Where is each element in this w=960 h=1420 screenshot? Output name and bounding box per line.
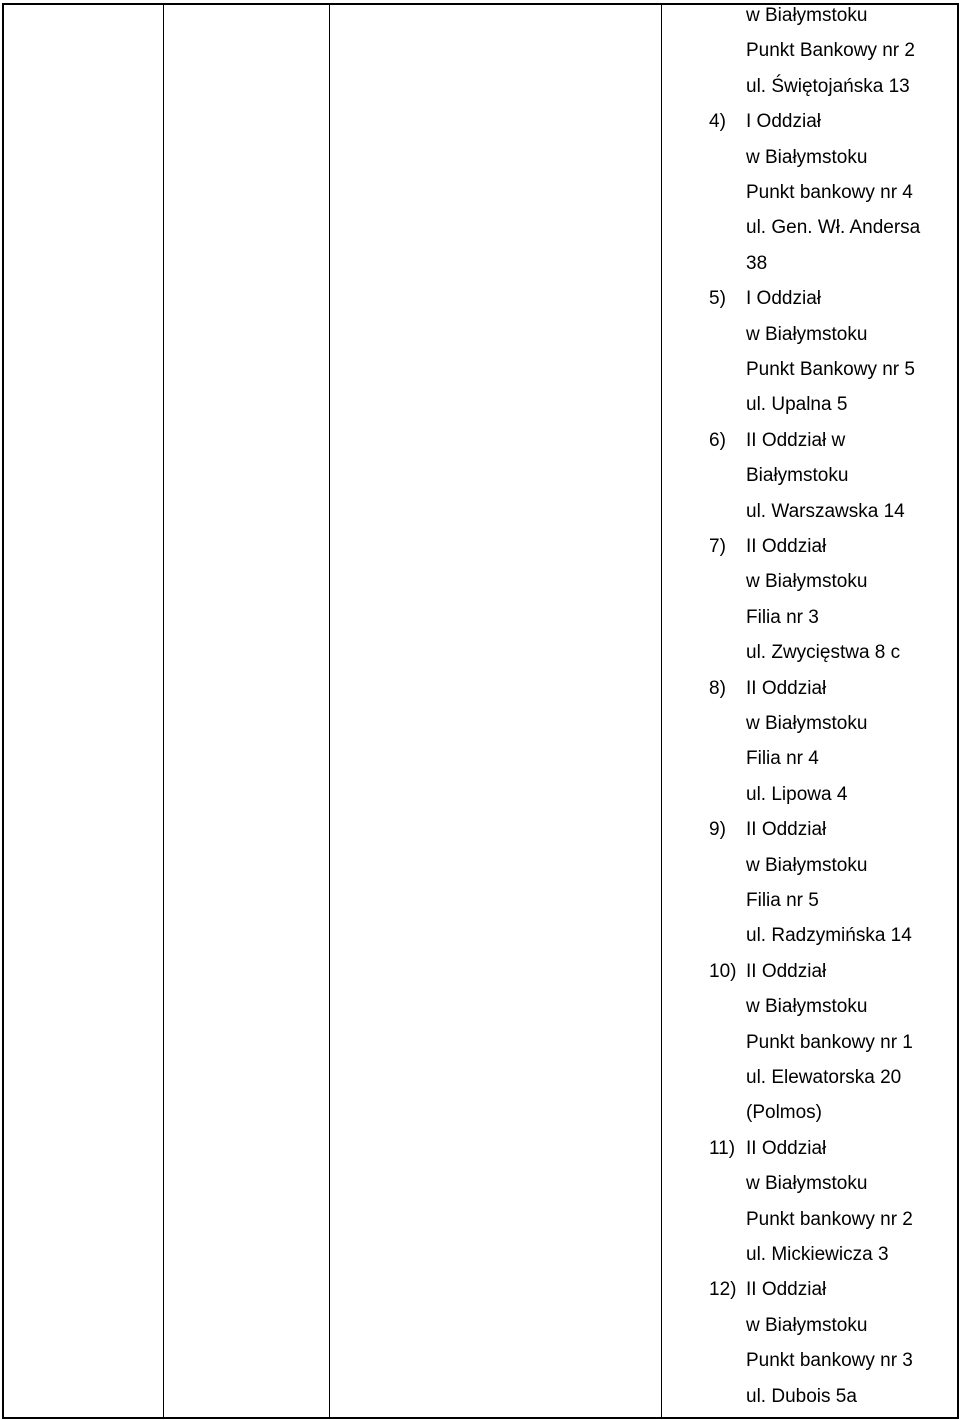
entry-number: 8) — [709, 677, 726, 699]
entry-text: w Białymstoku — [746, 571, 868, 593]
entry-text: Punkt bankowy nr 1 — [746, 1031, 913, 1053]
entry-line — [746, 571, 867, 593]
entry-line — [746, 642, 900, 664]
entry-text: I Oddział — [746, 111, 821, 133]
entry-text: (Polmos) — [746, 1102, 823, 1124]
entry-number: 12) — [709, 1279, 737, 1301]
entry-number: 11) — [709, 1137, 736, 1159]
entry-text: ul. Radzymińska 14 — [746, 925, 912, 947]
entry-line — [746, 996, 867, 1018]
entry-number: 7) — [709, 536, 726, 557]
entry-text: w Białymstoku — [746, 1314, 868, 1336]
entry-line — [746, 217, 920, 239]
entry-text: ul. Gen. Wł. Andersa — [746, 217, 921, 239]
entry-line — [746, 182, 913, 204]
entry-text: Punkt Bankowy nr 2 — [746, 40, 915, 62]
entry-text: Punkt Bankowy nr 5 — [746, 359, 915, 380]
entry-line — [746, 1209, 913, 1231]
entry-text: w Białymstoku — [746, 713, 868, 734]
entry-text: II Oddział w — [746, 429, 846, 451]
numbered-entry-line — [709, 1138, 826, 1160]
numbered-entry-line — [709, 288, 821, 310]
entry-text: II Oddział — [746, 677, 827, 699]
entry-text: II Oddział — [746, 1279, 827, 1301]
numbered-entry-line — [709, 536, 826, 558]
entry-line — [746, 1315, 867, 1337]
entry-number: 9) — [709, 819, 726, 841]
entry-text: w Białymstoku — [746, 146, 868, 168]
entry-line — [746, 5, 867, 27]
table-left-border — [2, 4, 4, 1417]
entry-line — [746, 501, 905, 523]
entry-text: ul. Zwycięstwa 8 c — [746, 642, 901, 664]
entry-line — [746, 1386, 857, 1408]
entry-line — [746, 465, 848, 487]
column-divider-2 — [329, 4, 330, 1417]
entry-text: w Białymstoku — [746, 854, 868, 876]
entry-text: ul. Lipowa 4 — [746, 783, 848, 805]
entry-line — [746, 1032, 913, 1054]
numbered-entry-line — [709, 1279, 826, 1301]
entry-line — [746, 784, 847, 806]
numbered-entry-line — [709, 430, 845, 452]
entry-line — [746, 607, 819, 629]
entry-line — [746, 1102, 822, 1124]
entry-text: w Białymstoku — [746, 5, 868, 26]
entry-text: I Oddział — [746, 288, 821, 310]
entry-line — [746, 40, 915, 62]
entry-line — [746, 1173, 867, 1195]
entry-line — [746, 1067, 901, 1089]
numbered-entry-line — [709, 819, 826, 841]
entry-number: 10) — [709, 960, 737, 982]
entry-line — [746, 855, 867, 877]
numbered-entry-line — [709, 111, 821, 133]
entry-text: II Oddział — [746, 819, 827, 841]
entry-text: ul. Dubois 5a — [746, 1385, 857, 1407]
entry-text: Punkt bankowy nr 3 — [746, 1350, 913, 1372]
entry-line — [746, 713, 867, 735]
numbered-entry-line — [709, 678, 826, 700]
entry-line — [746, 748, 819, 770]
entry-text: Filia nr 3 — [746, 606, 819, 628]
entry-text: Punkt bankowy nr 4 — [746, 182, 913, 203]
entry-line — [746, 925, 912, 947]
entry-number: 6) — [709, 429, 726, 451]
entry-text: ul. Elewatorska 20 — [746, 1067, 902, 1088]
entry-text: Białymstoku — [746, 465, 849, 487]
entry-text: w Białymstoku — [746, 323, 868, 345]
entry-text: II Oddział — [746, 536, 827, 557]
entry-text: ul. Upalna 5 — [746, 394, 848, 416]
entry-line — [746, 324, 867, 346]
column-divider-3 — [661, 4, 662, 1417]
entry-text: ul. Świętojańska 13 — [746, 75, 910, 97]
entry-text: Filia nr 5 — [746, 890, 819, 911]
entry-text: ul. Mickiewicza 3 — [746, 1244, 889, 1265]
entry-text: Filia nr 4 — [746, 748, 819, 770]
table-right-border — [957, 4, 959, 1417]
entry-line — [746, 1244, 889, 1266]
entry-line — [746, 253, 767, 275]
entry-line — [746, 359, 915, 381]
entry-text: Punkt bankowy nr 2 — [746, 1208, 913, 1230]
entry-text: w Białymstoku — [746, 1173, 868, 1195]
entry-line — [746, 76, 910, 98]
column-divider-1 — [163, 4, 164, 1417]
entry-text: II Oddział — [746, 960, 827, 982]
entry-text: II Oddział — [746, 1137, 827, 1159]
numbered-entry-line — [709, 961, 826, 983]
entry-text: ul. Warszawska 14 — [746, 500, 905, 522]
branch-list-cell — [663, 0, 957, 1420]
entry-number: 4) — [709, 111, 726, 133]
entry-line — [746, 1350, 913, 1372]
entry-text: w Białymstoku — [746, 996, 868, 1018]
entry-line — [746, 147, 867, 169]
entry-text: 38 — [746, 252, 768, 274]
entry-line — [746, 394, 847, 416]
entry-number: 5) — [709, 288, 726, 310]
entry-line — [746, 890, 819, 912]
